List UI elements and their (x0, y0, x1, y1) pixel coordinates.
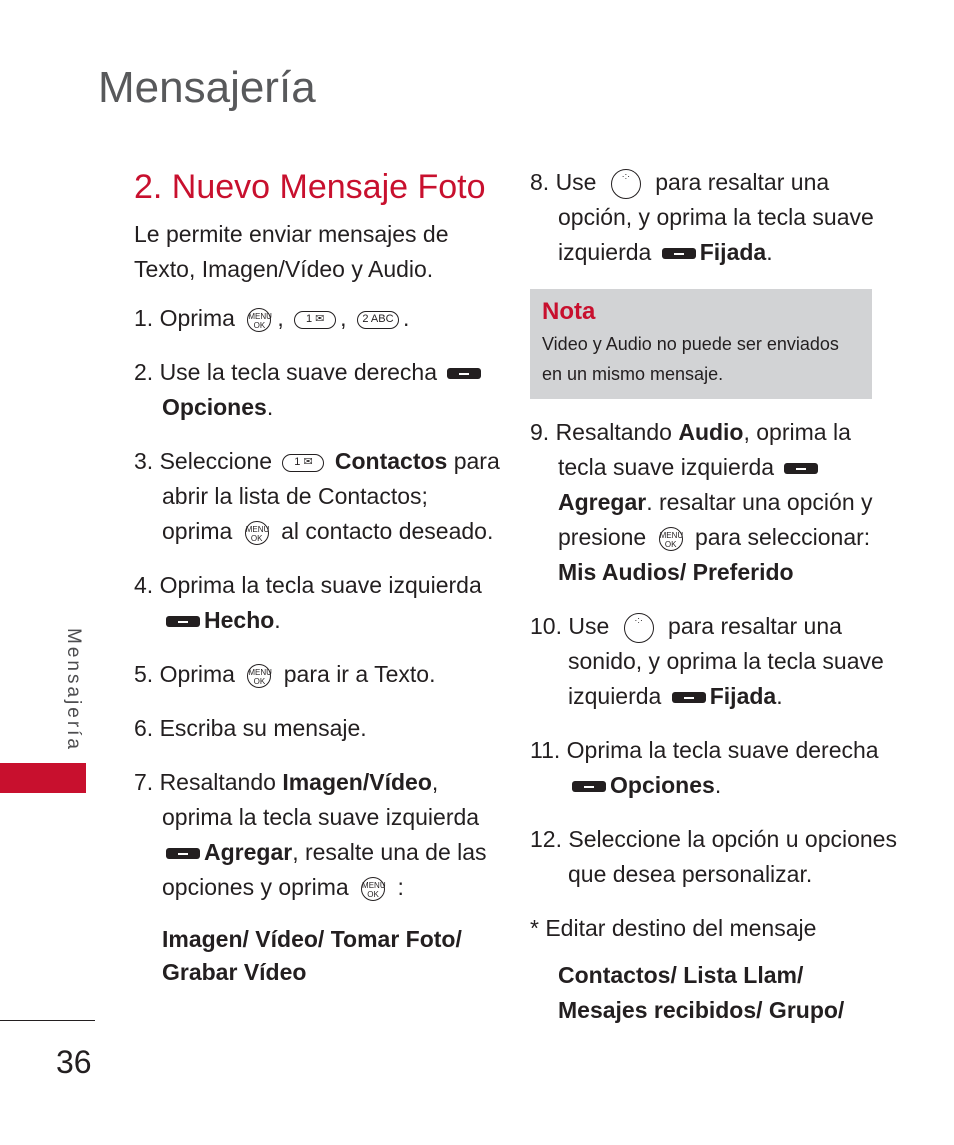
step-text: . (274, 607, 281, 633)
step-bold: Fijada (699, 239, 767, 265)
step-8 (530, 165, 900, 270)
side-section-tab (0, 763, 86, 793)
page-number: 36 (56, 1044, 92, 1080)
menu-ok-key-icon: MENU OK (247, 664, 271, 688)
right-softkey-icon (572, 781, 606, 792)
step-3 (134, 444, 504, 549)
left-softkey-icon (784, 463, 818, 474)
left-softkey-icon (662, 248, 696, 259)
step-text: . (776, 683, 783, 709)
step-bold: Fijada (709, 683, 777, 709)
step-text: para abrir la lista de Contactos; oprima (162, 448, 500, 544)
step-7-option-line-2: Grabar Vídeo (162, 959, 307, 985)
step-2 (134, 355, 504, 425)
right-softkey-icon (447, 368, 481, 379)
step-7 (134, 765, 504, 905)
side-section-label: Mensajería (63, 628, 84, 752)
step-text: , (340, 305, 347, 331)
up-down-navigation-key-icon: ·:· (624, 613, 654, 643)
extra-option-line-1: Contactos/ Lista Llam/ (558, 962, 804, 988)
step-text: 3. Seleccione (134, 448, 273, 474)
note-box (530, 289, 872, 399)
step-bold: Agregar (558, 489, 647, 515)
step-bold: Imagen/Vídeo (282, 769, 432, 795)
step-text: . (766, 239, 773, 265)
step-text: , oprima la tecla suave izquierda (162, 769, 480, 830)
step-bold: Audio (678, 419, 744, 445)
page-title: Mensajería (98, 63, 316, 112)
step-text: 2. Use la tecla suave derecha (134, 359, 438, 385)
step-bold: Opciones (610, 772, 715, 798)
left-softkey-icon (166, 848, 200, 859)
note-text: Video y Audio no puede ser enviados en un mismo mensaje. (542, 334, 839, 384)
step-text: . resaltar una opción y presione (558, 489, 873, 550)
step-10 (530, 609, 900, 714)
step-text: 5. Oprima (134, 661, 235, 687)
step-bold: Contactos (334, 448, 448, 474)
step-text: 12. Seleccione la opción u opciones que desea personalizar. (530, 826, 897, 887)
step-text: . (714, 772, 722, 798)
menu-ok-key-icon: MENU OK (245, 521, 269, 545)
step-text: 11. Oprima la tecla suave derecha (530, 737, 879, 763)
step-text: , oprima la tecla suave izquierda (558, 419, 851, 480)
step-9-options: Mis Audios/ Preferido (558, 559, 794, 585)
step-text: 7. Resaltando (134, 769, 276, 795)
step-text: 9. Resaltando (530, 419, 672, 445)
navigation-key-icon: ·:· (611, 169, 641, 199)
step-text: para resaltar una opción, y oprima la tecla suave izquierda (558, 169, 874, 265)
step-text: para ir a Texto. (283, 661, 436, 687)
step-bold: Agregar (204, 839, 293, 865)
step-6 (134, 711, 504, 746)
step-bold: Opciones (162, 394, 267, 420)
step-1 (134, 301, 504, 336)
left-softkey-icon (166, 616, 200, 627)
step-text: : (397, 874, 404, 900)
footer-divider (0, 1020, 95, 1021)
extra-note-line: * Editar destino del mensaje (530, 915, 817, 941)
right-column (530, 165, 900, 1028)
step-text: , resalte una de las opciones y oprima (162, 839, 487, 900)
left-softkey-icon (672, 692, 706, 703)
step-text: , (277, 305, 284, 331)
step-text: 8. Use (530, 169, 597, 195)
step-text: 6. Escriba su mensaje. (134, 715, 367, 741)
menu-ok-key-icon: MENU OK (247, 308, 271, 332)
step-text: para seleccionar: (695, 524, 871, 550)
step-7-option-line-1: Imagen/ Vídeo/ Tomar Foto/ (162, 926, 462, 952)
step-9 (530, 415, 900, 590)
menu-ok-key-icon: MENU OK (659, 527, 683, 551)
menu-ok-key-icon: MENU OK (361, 877, 385, 901)
step-text: 4. Oprima la tecla suave izquierda (134, 572, 482, 598)
step-5 (134, 657, 504, 692)
left-column (134, 165, 504, 990)
step-4 (134, 568, 504, 638)
key-1-icon: 1 ✉ (282, 454, 324, 472)
step-text: . (266, 394, 274, 420)
step-text: para resaltar una sonido, y oprima la tecla suave izquierda (568, 613, 884, 709)
section-intro: Le permite enviar mensajes de Texto, Imagen/Vídeo y Audio. (134, 221, 449, 282)
step-text: . (402, 305, 410, 331)
extra-option-line-2: Mesajes recibidos/ Grupo/ (558, 997, 845, 1023)
section-title: 2. Nuevo Mensaje Foto (134, 168, 486, 206)
key-1-icon: 1 ✉ (294, 311, 336, 329)
key-2-icon: 2 ABC (357, 311, 399, 329)
note-title: Nota (542, 298, 596, 325)
step-text: 1. Oprima (134, 305, 235, 331)
step-text: al contacto deseado. (281, 518, 494, 544)
step-11 (530, 733, 900, 803)
step-12 (530, 822, 900, 892)
step-bold: Hecho (204, 607, 275, 633)
step-text: 10. Use (530, 613, 610, 639)
